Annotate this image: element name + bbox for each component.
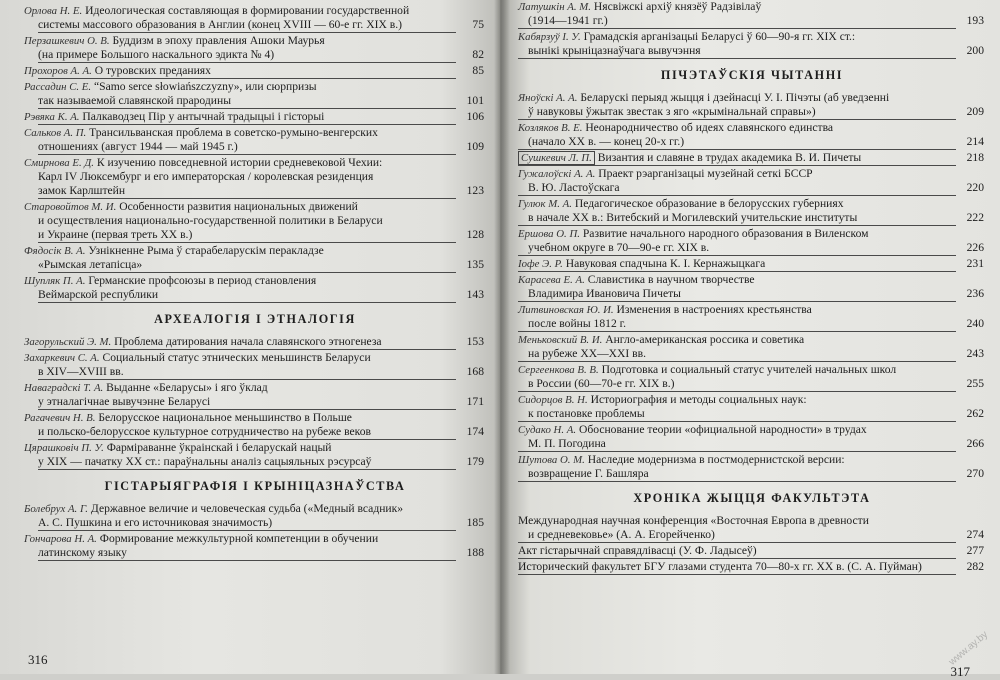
toc-entry-title: (начало XX в. — конец 20-х гг.) (528, 135, 685, 148)
toc-leader-rule (38, 154, 456, 155)
toc-entry-page: 123 (466, 184, 484, 197)
toc-entry-title: Грамадскія арганізацыі Беларусі ў 60—90-я гг. XIX ст.: (583, 30, 856, 43)
toc-entry-author: Наваградскі Т. А. (24, 382, 104, 394)
toc-entry (518, 197, 986, 225)
toc-entry-page: 282 (966, 560, 984, 573)
toc-entry-title: в XIV—XVIII вв. (38, 365, 124, 378)
toc-entry-author: Шутова О. М. (518, 454, 585, 466)
toc-leader-rule (38, 78, 456, 79)
toc-leader-rule (518, 451, 956, 452)
toc-entry-title: М. П. Погодина (528, 437, 606, 450)
toc-entry-author: Рассадин С. Е. (24, 81, 92, 93)
toc-entry-line (518, 363, 948, 377)
toc-entry-title: Подготовка и социальный статус учителей начальных школ (601, 363, 897, 376)
toc-entry (24, 441, 486, 469)
toc-entry-title: системы массового образования в Англии (конец XVIII — 60-е гг. XIX в.) (38, 18, 402, 31)
toc-entry (24, 64, 486, 78)
toc-entry-author: Судако Н. А. (518, 424, 577, 436)
toc-entry-title: Узнікненне Рыма ў старабеларускім перакладзе (88, 244, 324, 257)
toc-entry-line (24, 335, 448, 349)
toc-entry-page: 82 (472, 48, 484, 61)
toc-entry-title: Изменения в настроениях крестьянства (616, 303, 812, 316)
toc-entry-line (38, 170, 448, 184)
toc-entry (24, 351, 486, 379)
toc-entry-line (528, 241, 948, 255)
toc-entry (518, 227, 986, 255)
toc-entry (518, 560, 986, 574)
toc-entry-title: Идеологическая составляющая в формировании государственной (85, 4, 410, 17)
toc-entry-page: 243 (966, 347, 984, 360)
toc-entry-page: 231 (966, 257, 984, 270)
toc-leader-rule (518, 28, 956, 29)
toc-entry-title: к постановке проблемы (528, 407, 645, 420)
toc-entry-page: 85 (472, 64, 484, 77)
toc-entry-line (518, 423, 948, 437)
toc-entry-title: А. С. Пушкина и его источниковая значимость) (38, 516, 273, 529)
toc-entry-page: 106 (466, 110, 484, 123)
toc-entry-title: возвращение Г. Башляра (528, 467, 649, 480)
toc-entry-author: Меньковский В. И. (518, 334, 603, 346)
toc-entry-title: латинскому языку (38, 546, 127, 559)
toc-entry (518, 0, 986, 28)
toc-entry-author: Гончарова Н. А. (24, 533, 97, 545)
toc-entry-title: у XIX — пачатку XX ст.: параўнальны аналіз сацыяльных рэсурсаў (38, 455, 372, 468)
toc-entry-author: Рагачевич Н. В. (24, 412, 96, 424)
toc-entry-title: на рубеже XX—XXI вв. (528, 347, 647, 360)
right-page (500, 0, 1000, 674)
toc-leader-rule (518, 421, 956, 422)
toc-entry (518, 121, 986, 149)
toc-leader-rule (518, 119, 956, 120)
toc-leader-rule (38, 469, 456, 470)
toc-entry-title: Буддизм в эпоху правления Ашоки Маурья (112, 34, 325, 47)
toc-entry-title: Международная научная конференция «Восточная Европа в древности (518, 514, 869, 527)
toc-entry-title: «Рымская летапісца» (38, 258, 143, 271)
toc-entry-title: Социальный статус этнических меньшинств Беларуси (102, 351, 371, 364)
toc-entry-author: Сальков А. П. (24, 127, 87, 139)
toc-entry-line (518, 227, 948, 241)
toc-entry-title: Владимира Ивановича Пичеты (528, 287, 681, 300)
toc-entry-line (38, 184, 448, 198)
toc-entry-title: Формирование межкультурной компетенции в обучении (99, 532, 379, 545)
toc-entry-author: Ершова О. П. (518, 228, 580, 240)
toc-entry (518, 453, 986, 481)
toc-entry-author: Болебрух А. Г. (24, 503, 88, 515)
toc-entry (518, 544, 986, 558)
toc-entry-author: Перзашкевич О. В. (24, 35, 110, 47)
toc-entry-title: Педагогическое образование в белорусских губерниях (574, 197, 844, 210)
toc-entry-page: 200 (966, 44, 984, 57)
toc-entry-line (38, 425, 448, 439)
toc-entry-title: у этналагічнае вывучэнне Беларусі (38, 395, 211, 408)
toc-entry-author: Захаркевич С. А. (24, 352, 100, 364)
toc-entry-line (24, 64, 448, 78)
toc-entry-title: Англо-американская россика и советика (605, 333, 805, 346)
toc-entry-line (518, 333, 948, 347)
toc-entry-title: “Samo serce słowiańszczyzny», или сюрпризы (94, 80, 317, 93)
toc-entry-page: 128 (466, 228, 484, 241)
toc-entry-title: отношениях (август 1944 — май 1945 г.) (38, 140, 238, 153)
toc-entry-author: Карасева Е. А. (518, 274, 585, 286)
toc-entry (24, 4, 486, 32)
toc-entry-line (528, 317, 948, 331)
toc-entry-author: Сидорцов В. Н. (518, 394, 588, 406)
toc-leader-rule (38, 272, 456, 273)
page-number-right: 317 (950, 664, 970, 679)
toc-leader-rule (38, 409, 456, 410)
toc-entry-line (518, 30, 948, 44)
section-heading: ПІЧЭТАЎСКІЯ ЧЫТАННІ (660, 68, 844, 82)
toc-entry-page: 188 (466, 546, 484, 559)
toc-entry (24, 381, 486, 409)
toc-entry (518, 30, 986, 58)
toc-entry-title: замок Карлштейн (38, 184, 126, 197)
toc-leader-rule (518, 149, 956, 150)
toc-entry-page: 240 (966, 317, 984, 330)
toc-entry-line (528, 377, 948, 391)
toc-entry-line (24, 34, 448, 48)
toc-entry-title: Наследие модернизма в постмодернистской версии: (587, 453, 845, 466)
toc-entry-line (518, 151, 948, 165)
toc-entry-line (528, 44, 948, 58)
toc-entry-title: Обоснование теории «официальной народности» в трудах (578, 423, 867, 436)
toc-entry-title: Фарміраванне ўкраінскай і беларускай нацый (106, 441, 332, 454)
left-page (0, 0, 500, 674)
toc-entry-page: 193 (966, 14, 984, 27)
toc-entry-title: Навуковая спадчына К. І. Кернажыцкага (565, 257, 766, 270)
toc-leader-rule (518, 361, 956, 362)
toc-entry-title: и средневековье» (А. А. Егорейченко) (528, 528, 715, 541)
toc-entry-line (528, 467, 948, 481)
toc-entry-page: 262 (966, 407, 984, 420)
toc-leader-rule (518, 255, 956, 256)
toc-entry-line (518, 303, 948, 317)
toc-entry (518, 393, 986, 421)
toc-entry (24, 532, 486, 560)
toc-entry-line (24, 502, 448, 516)
toc-entry-page: 143 (466, 288, 484, 301)
toc-entry-line (518, 560, 948, 574)
toc-entry-line (518, 514, 948, 528)
toc-entry-line (24, 110, 448, 124)
toc-entry-title: Особенности развития национальных движений (119, 200, 358, 213)
toc-leader-rule (38, 242, 456, 243)
toc-entry (24, 244, 486, 272)
toc-entry-title: Германские профсоюзы в период становления (88, 274, 317, 287)
toc-leader-rule (518, 271, 956, 272)
toc-entry-line (38, 546, 448, 560)
toc-entry (518, 333, 986, 361)
toc-entry-title: (на примере Большого наскального эдикта № 4) (38, 48, 275, 61)
toc-entry-title: Выданне «Беларусы» і яго ўклад (106, 381, 268, 394)
toc-entry-title: Карл IV Люксембург и его императорская / королевская резиденция (38, 170, 374, 183)
page-number-left: 316 (28, 652, 48, 667)
toc-entry-title: Проблема датирования начала славянского этногенеза (114, 335, 382, 348)
toc-entry (24, 502, 486, 530)
toc-entry (518, 91, 986, 119)
toc-entry-line (518, 257, 948, 271)
section-heading: ГІСТАРЫЯГРАФІЯ І КРЫНІЦАЗНАЎСТВА (104, 479, 406, 493)
toc-entry-title: О туровских преданиях (94, 64, 211, 77)
toc-entry-title: Трансильванская проблема в советско-румыно-венгерских (89, 126, 378, 139)
toc-entry-line (528, 14, 948, 28)
toc-leader-rule (38, 302, 456, 303)
toc-entry-title: после войны 1812 г. (528, 317, 626, 330)
toc-entry-title: ў навуковы ўжытак звестак з яго «крымінальнай справы») (528, 105, 816, 118)
toc-entry (518, 151, 986, 165)
toc-entry-line (38, 228, 448, 242)
toc-entry (24, 274, 486, 302)
toc-leader-rule (38, 439, 456, 440)
toc-entry-title: Развитие начального народного образования в Виленском (582, 227, 869, 240)
toc-entry-title: К изучению повседневной истории средневековой Чехии: (96, 156, 383, 169)
toc-entry-page: 109 (466, 140, 484, 153)
toc-entry-author: Загорульский Э. М. (24, 336, 112, 348)
toc-entry-title: Акт гістарычнай справядлівасці (У. Ф. Ладысеў) (518, 544, 757, 557)
toc-entry-title: Белорусское национальное меньшинство в Польше (98, 411, 352, 424)
toc-entry-page: 277 (966, 544, 984, 557)
toc-entry-page: 220 (966, 181, 984, 194)
toc-entry-title: Историография и методы социальных наук: (590, 393, 807, 406)
toc-leader-rule (518, 391, 956, 392)
toc-entry-author: Прохоров А. А. (24, 65, 92, 77)
toc-leader-rule (518, 58, 956, 59)
toc-entry (24, 80, 486, 108)
toc-entry-line (24, 274, 448, 288)
toc-entry (518, 303, 986, 331)
toc-entry-line (528, 181, 948, 195)
toc-entry-line (518, 91, 948, 105)
toc-leader-rule (38, 124, 456, 125)
toc-entry-page: 153 (466, 335, 484, 348)
toc-entry-author: Орлова Н. Е. (24, 5, 83, 17)
toc-entry (24, 110, 486, 124)
toc-entry-line (528, 528, 948, 542)
toc-entry-title: Неонародничество об идеях славянского единства (585, 121, 834, 134)
toc-entry-line (24, 411, 448, 425)
toc-entry-page: 185 (466, 516, 484, 529)
watermark: www.ay.by (946, 629, 991, 668)
toc-entry-author: Кабярзуў І. У. (518, 31, 581, 43)
toc-entry-line (518, 197, 948, 211)
toc-entry-line (38, 288, 448, 302)
toc-leader-rule (518, 558, 956, 559)
toc-leader-rule (518, 481, 956, 482)
toc-entry-line (518, 544, 948, 558)
toc-entry-title: в России (60—70-е гг. XIX в.) (528, 377, 675, 390)
toc-leader-rule (38, 198, 456, 199)
toc-entry-page: 274 (966, 528, 984, 541)
toc-entry-line (38, 94, 448, 108)
toc-entry-author: Старовойтов М. И. (24, 201, 117, 213)
toc-entry-title: Праект рэарганізацыі музейнай сеткі БССР (598, 167, 813, 180)
toc-entry-author: Фядосік В. А. (24, 245, 86, 257)
toc-entry-line (24, 80, 448, 94)
toc-entry-title: Византия и славяне в трудах академика В. И. Пичеты (597, 151, 862, 164)
toc-entry-line (24, 532, 448, 546)
toc-entry-title: и осуществления национально-государственной политики в Беларуси (38, 214, 383, 227)
toc-entry-line (24, 381, 448, 395)
toc-entry-title: Веймарской республики (38, 288, 159, 301)
toc-entry-line (528, 347, 948, 361)
toc-entry-title: Палкаводзец Пір у антычнай традыцыі і гісторыі (82, 110, 325, 123)
toc-entry-line (518, 167, 948, 181)
toc-entry-line (38, 258, 448, 272)
toc-leader-rule (38, 560, 456, 561)
toc-entry (518, 273, 986, 301)
toc-entry-line (528, 407, 948, 421)
toc-entry-line (24, 351, 448, 365)
toc-entry-page: 171 (466, 395, 484, 408)
toc-entry-line (38, 18, 448, 32)
toc-entry-author: Смирнова Е. Д. (24, 157, 94, 169)
toc-entry-title: (1914—1941 гг.) (528, 14, 608, 27)
toc-entry-author: Сушкевич Л. П. (518, 151, 595, 165)
toc-entry-author: Сергеенкова В. В. (518, 364, 599, 376)
toc-entry-title: и Украине (первая треть XX в.) (38, 228, 193, 241)
toc-entry-line (24, 200, 448, 214)
toc-entry-line (24, 441, 448, 455)
toc-entry-title: вынікі крыніцазнаўчага вывучэння (528, 44, 701, 57)
toc-leader-rule (38, 62, 456, 63)
toc-entry-page: 135 (466, 258, 484, 271)
toc-entry-author: Гужалоўскі А. А. (518, 168, 596, 180)
toc-entry-page: 174 (466, 425, 484, 438)
toc-entry-line (528, 437, 948, 451)
toc-entry-line (518, 393, 948, 407)
toc-leader-rule (518, 574, 956, 575)
toc-entry-line (528, 287, 948, 301)
toc-entry (518, 423, 986, 451)
toc-entry-author: Латушкін А. М. (518, 1, 591, 13)
toc-entry-line (38, 140, 448, 154)
toc-entry-author: Рэвяка К. А. (24, 111, 80, 123)
toc-entry-line (528, 105, 948, 119)
toc-entry-line (38, 48, 448, 62)
toc-entry-title: так называемой славянской прародины (38, 94, 231, 107)
toc-leader-rule (518, 225, 956, 226)
toc-entry-author: Литвиновская Ю. И. (518, 304, 614, 316)
toc-entry-title: Исторический факультет БГУ глазами студента 70—80-х гг. XX в. (С. А. Пуйман) (518, 560, 922, 573)
toc-leader-rule (518, 195, 956, 196)
toc-entry-page: 214 (966, 135, 984, 148)
toc-entry-page: 218 (966, 151, 984, 164)
toc-entry-page: 255 (966, 377, 984, 390)
toc-entry-title: и польско-белорусское культурное сотрудничество на рубеже веков (38, 425, 371, 438)
toc-entry-line (38, 455, 448, 469)
toc-entry (518, 257, 986, 271)
toc-entry (24, 200, 486, 242)
section-heading: АРХЕАЛОГІЯ І ЭТНАЛОГІЯ (154, 312, 356, 326)
toc-leader-rule (518, 301, 956, 302)
toc-entry-author: Цярашковіч П. У. (24, 442, 104, 454)
toc-entry-title: Нясвіжскі архіў князёў Радзівілаў (593, 0, 762, 13)
toc-entry-author: Гулюк М. А. (518, 198, 572, 210)
toc-entry-author: Яноўскі А. А. (518, 92, 578, 104)
toc-entry-line (38, 395, 448, 409)
toc-entry-line (528, 211, 948, 225)
toc-entry-line (518, 453, 948, 467)
toc-entry-page: 266 (966, 437, 984, 450)
toc-leader-rule (38, 108, 456, 109)
toc-entry-title: Славистика в научном творчестве (587, 273, 755, 286)
toc-entry-line (518, 273, 948, 287)
toc-leader-rule (518, 165, 956, 166)
toc-entry-page: 75 (472, 18, 484, 31)
toc-entry-page: 179 (466, 455, 484, 468)
toc-entry-title: в начале XX в.: Витебский и Могилевский учительские институты (528, 211, 858, 224)
toc-entry-title: учебном округе в 70—90-е гг. XIX в. (528, 241, 710, 254)
toc-entry-page: 270 (966, 467, 984, 480)
toc-leader-rule (38, 530, 456, 531)
toc-leader-rule (38, 379, 456, 380)
toc-entry-line (24, 4, 448, 18)
toc-entry (24, 34, 486, 62)
toc-entry-line (528, 135, 948, 149)
toc-entry (518, 363, 986, 391)
toc-entry-line (38, 516, 448, 530)
toc-entry (24, 411, 486, 439)
toc-entry-page: 226 (966, 241, 984, 254)
toc-leader-rule (518, 542, 956, 543)
section-heading: ХРОНІКА ЖЫЦЦЯ ФАКУЛЬТЭТА (633, 491, 871, 505)
toc-entry-title: Державное величие и человеческая судьба («Медный всадник» (90, 502, 404, 515)
toc-entry (24, 156, 486, 198)
toc-entry-page: 101 (466, 94, 484, 107)
toc-entry-line (518, 121, 948, 135)
toc-entry-author: Шупляк П. А. (24, 275, 86, 287)
toc-leader-rule (38, 349, 456, 350)
toc-entry (24, 335, 486, 349)
toc-entry-title: В. Ю. Ластоўскага (528, 181, 620, 194)
toc-entry-line (38, 214, 448, 228)
toc-entry-title: Беларускі перыяд жыцця і дзейнасці У. І. Пічэты (аб уведзенні (580, 91, 890, 104)
toc-entry (518, 514, 986, 542)
toc-entry-line (518, 0, 948, 14)
toc-entry-author: Козляков В. Е. (518, 122, 583, 134)
toc-entry-page: 168 (466, 365, 484, 378)
toc-leader-rule (518, 331, 956, 332)
toc-entry-line (24, 126, 448, 140)
toc-entry-author: Іофе Э. Р. (518, 258, 563, 270)
toc-entry-page: 209 (966, 105, 984, 118)
toc-entry-line (38, 365, 448, 379)
toc-leader-rule (38, 32, 456, 33)
toc-entry-page: 222 (966, 211, 984, 224)
toc-entry-page: 236 (966, 287, 984, 300)
toc-entry-line (24, 156, 448, 170)
toc-entry (518, 167, 986, 195)
toc-entry (24, 126, 486, 154)
toc-entry-line (24, 244, 448, 258)
